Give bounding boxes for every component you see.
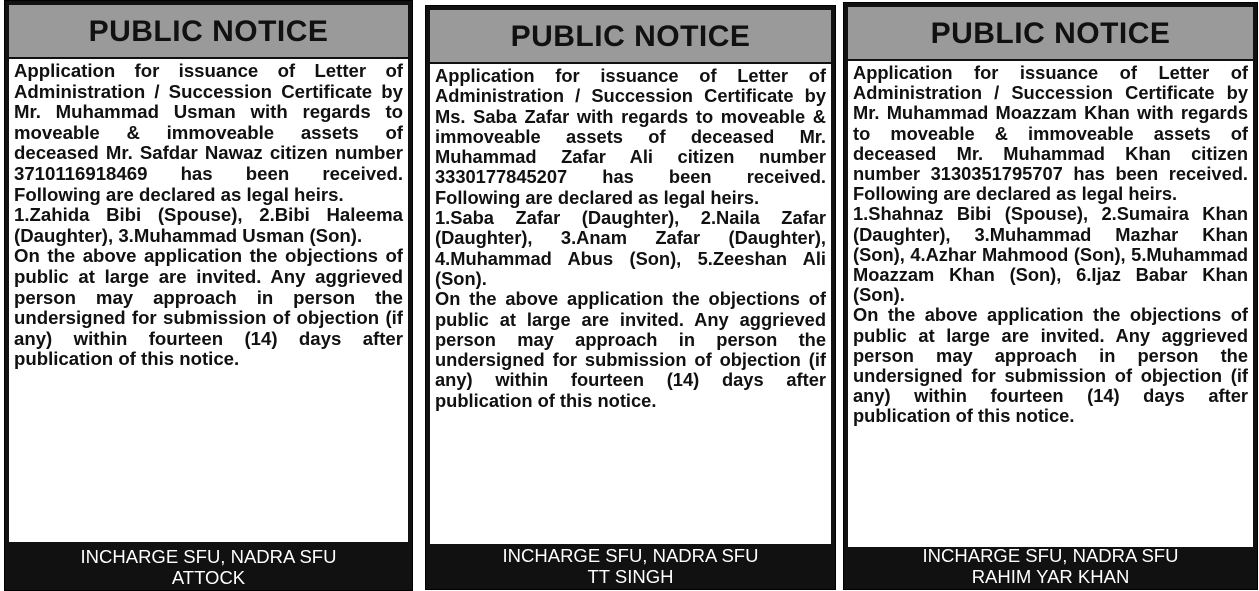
footer-location: ATTOCK (171, 567, 246, 588)
public-notice-attock (4, 0, 413, 591)
notice-heirs: 1.Saba Zafar (Daughter), 2.Naila Zafar (Daughter), 3.Anam Zafar (Daughter), 4.Muhammad Abus (Son), 5.Zeeshan Ali (Son). (435, 207, 826, 289)
notice-footer (9, 546, 408, 588)
notice-title: PUBLIC NOTICE (9, 5, 408, 57)
notice-closing: On the above application the objections of public at large are invited. Any aggrieved person may approach in person the undersigned for submission of objection (if any) within fourteen (14) days after publication of this notice. (14, 245, 403, 370)
notice-title: PUBLIC NOTICE (430, 10, 831, 62)
footer-office: INCHARGE SFU, NADRA SFU (922, 545, 1179, 566)
public-notice-tt-singh (425, 5, 836, 590)
notice-body (848, 61, 1253, 547)
footer-location: RAHIM YAR KHAN (971, 566, 1130, 587)
notice-footer (848, 545, 1253, 587)
notice-body (9, 59, 408, 542)
notice-heirs: 1.Shahnaz Bibi (Spouse), 2.Sumaira Khan (Daughter), 3.Muhammad Mazhar Khan (Son), 4.Azhar Mahmood (Son), 5.Muhammad Moazzam Khan (Son), 6.Ijaz Babar Khan (Son). (853, 203, 1248, 306)
notice-closing: On the above application the objections of public at large are invited. Any aggrieved person may approach in person the undersigned for submission of objection (if any) within fourteen (14) days after publication of this notice. (435, 288, 826, 411)
notice-body (430, 64, 831, 544)
notice-footer (430, 545, 831, 587)
footer-location: TT SINGH (587, 566, 674, 587)
footer-office: INCHARGE SFU, NADRA SFU (80, 546, 337, 567)
notice-title: PUBLIC NOTICE (848, 7, 1253, 59)
footer-office: INCHARGE SFU, NADRA SFU (502, 545, 759, 566)
notice-intro: Application for issuance of Letter of Administration / Succession Certificate by Ms. Saba Zafar with regards to moveable & immoveable assets of deceased Mr. Muhammad Zafar Ali citizen number 3330177845207 has been received. Following are declared as legal heirs. (435, 65, 826, 208)
notice-intro: Application for issuance of Letter of Administration / Succession Certificate by Mr. Muhammad Moazzam Khan with regards to moveable & immoveable assets of deceased Mr. Muhammad Khan citizen number 3130351795707 has been received. Following are declared as legal heirs. (853, 62, 1248, 205)
public-notice-rahim-yar-khan (843, 2, 1258, 590)
notice-intro: Application for issuance of Letter of Administration / Succession Certificate by Mr. Muhammad Usman with regards to moveable & immoveable assets of deceased Mr. Safdar Nawaz citizen number 3710116918469 has been received. Following are declared as legal heirs. (14, 60, 403, 205)
notice-heirs: 1.Zahida Bibi (Spouse), 2.Bibi Haleema (Daughter), 3.Muhammad Usman (Son). (14, 204, 403, 246)
notice-closing: On the above application the objections of public at large are invited. Any aggrieved person may approach in person the undersigned for submission of objection (if any) within fourteen (14) days after publication of this notice. (853, 304, 1248, 427)
